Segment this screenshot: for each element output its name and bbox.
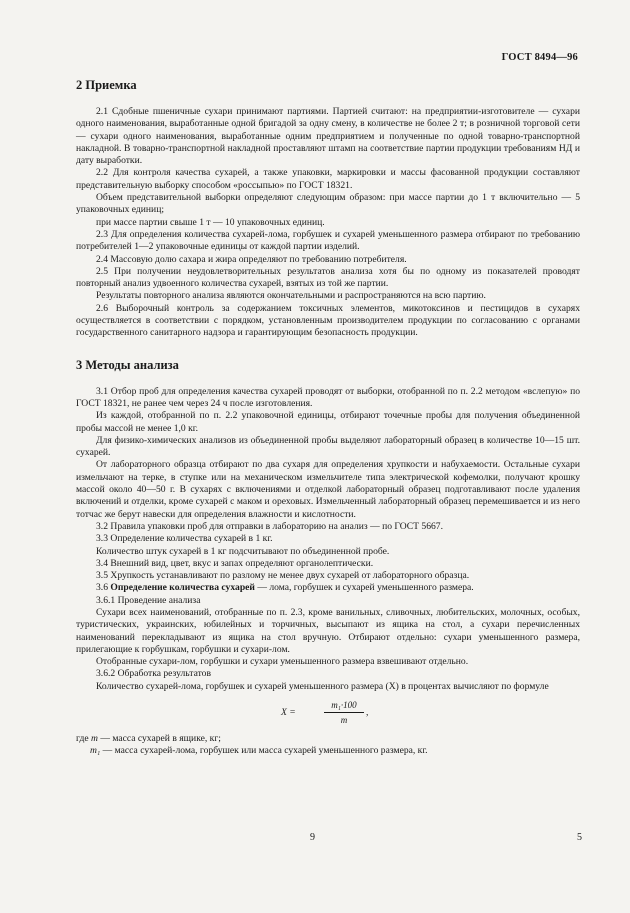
- paragraph-2-4: 2.4 Массовую долю сахара и жира определяют по требованию потребителя.: [96, 253, 407, 265]
- paragraph-3-6-1-text-2: Отобранные сухари-лом, горбушки и сухари уменьшенного размера взвешивают отдельно.: [96, 656, 469, 668]
- paragraph-3-6-1: 3.6.1 Проведение анализа: [96, 594, 201, 606]
- paragraph-3-4: 3.4 Внешний вид, цвет, вкус и запах определяют органолептически.: [96, 557, 374, 569]
- paragraph-2-2-volume-2: при массе партии свыше 1 т — 10 упаковочных единиц.: [96, 216, 325, 228]
- paragraph-3-1-prep: От лабораторного образца отбирают по два сухаря для определения хрупкости и набухаемости. Остальные сухари измельчают на терке, в ступке или на механическом измельчителе типа электрической кофемолки, получают крошку массой около 40—50 г. В сухарях с включениями и отделкой лабораторный образец подготавливают после удаления включений и отделки, кроме сухарей с маком и ореховых. Измельченный лабораторный образец перемешивается и из него тотчас же берут навески для определения влажности и кислотности.: [76, 459, 580, 520]
- formula-lhs: X =: [281, 707, 296, 719]
- paragraph-2-1: 2.1 Сдобные пшеничные сухари принимают партиями. Партией считают: на предприятии-изготовителе — сухари одного наименования, выработанные одной бригадой за одну смену, в количестве не более 2 т; в розничной торговой сети — сухари одного наименования, выработанные одним предприятием и полученные по одной товарно-транспортной накладной. В товарно-транспортной накладной проставляют штамп на соответствие партии продукции требованиям НД и дату выработки.: [76, 106, 580, 167]
- paragraph-3-6: [76, 582, 580, 594]
- paragraph-3-6-rest: — лома, горбушек и сухарей уменьшенного размера.: [254, 582, 474, 594]
- paragraph-2-2: 2.2 Для контроля качества сухарей, а также упаковки, маркировки и массы фасованной продукции составляют представительную выборку способом «россыпью» по ГОСТ 18321.: [76, 167, 580, 191]
- formula-trail: ,: [366, 707, 369, 719]
- page-number-right: 5: [577, 832, 582, 843]
- paragraph-2-5-results: Результаты повторного анализа являются окончательными и распространяются на всю партию.: [96, 290, 486, 302]
- paragraph-3-6-1-text: Сухари всех наименований, отобранные по п. 2.3, кроме ванильных, сливочных, любительских, молочных, особых, туристических, украинских, юбилейных и торчичных, высыпают из ящика на стол, а сухари перечисленных наименований перекладывают из ящика на стол вручную. Отбирают отдельно: сухари уменьшенного размера, прилегающие к горбушкам, горбушки и сухари-лом.: [76, 606, 580, 655]
- page-number-center: 9: [310, 832, 315, 843]
- paragraph-3-5: 3.5 Хрупкость устанавливают по разлому не менее двух сухарей от лабораторного образца.: [96, 570, 470, 582]
- paragraph-3-6-2-text: Количество сухарей-лома, горбушек и сухарей уменьшенного размера (X) в процентах вычисляют по формуле: [96, 680, 549, 692]
- paragraph-3-3: 3.3 Определение количества сухарей в 1 кг.: [96, 533, 273, 545]
- where-prefix: где: [76, 733, 91, 745]
- formula-where-1: [76, 733, 580, 745]
- paragraph-2-2-volume: Объем представительной выборки определяют следующим образом: при массе партии до 1 т включительно — 5 упаковочных единиц;: [76, 192, 580, 216]
- paragraph-3-6-bold: Определение количества сухарей: [110, 582, 255, 594]
- paragraph-2-3: 2.3 Для определения количества сухарей-лома, горбушек и сухарей уменьшенного размера отбирают по требованию потребителей 1—2 упаковочные единицы от каждой партии изделий.: [76, 228, 580, 253]
- paragraph-2-6: 2.6 Выборочный контроль за содержанием токсичных элементов, микотоксинов и пестицидов в сухарях осуществляется в соответствии с порядком, установленным производителем продукции по согласованию с органами государственного санитарного надзора и гарантирующим безопасность продукции.: [76, 302, 580, 339]
- formula-fraction: [324, 699, 364, 727]
- formula-denominator: m: [340, 715, 348, 726]
- section-3-title: 3 Методы анализа: [76, 357, 179, 372]
- where-symbol-m: m: [91, 733, 98, 745]
- paragraph-3-1-lab: Для физико-химических анализов из объединенной пробы выделяют лабораторный образец в количестве 10—15 шт. сухарей.: [76, 434, 580, 459]
- document-body: [76, 78, 580, 758]
- paragraph-3-3-count: Количество штук сухарей в 1 кг подсчитывают по объединенной пробе.: [96, 545, 390, 557]
- where-symbol-m1: m₁: [90, 745, 101, 757]
- paragraph-3-6-prefix: 3.6: [96, 582, 111, 594]
- formula-where-2: [76, 745, 580, 757]
- paragraph-3-1: 3.1 Отбор проб для определения качества сухарей проводят от выборки, отобранной по п. 2.2 методом «вслепую» по ГОСТ 18321, не ранее чем через 24 ч после изготовления.: [76, 385, 580, 409]
- where-text-1: — масса сухарей в ящике, кг;: [97, 733, 221, 745]
- where-text-2: — масса сухарей-лома, горбушек или масса сухарей уменьшенного размера, кг.: [100, 745, 428, 757]
- formula-numerator: m₁·100: [324, 699, 364, 713]
- formula: [76, 699, 580, 725]
- paragraph-3-2: 3.2 Правила упаковки проб для отправки в лабораторию на анализ — по ГОСТ 5667.: [96, 520, 443, 532]
- paragraph-3-1-sample: Из каждой, отобранной по п. 2.2 упаковочной единицы, отбирают точечные пробы для получения объединенной пробы массой не менее 1,0 кг.: [76, 410, 580, 434]
- paragraph-3-6-2: 3.6.2 Обработка результатов: [96, 668, 212, 680]
- document-header: ГОСТ 8494—96: [501, 52, 578, 63]
- paragraph-2-5: 2.5 При получении неудовлетворительных результатов анализа хотя бы по одному из показателей проводят повторный анализ удвоенного количества сухарей, взятых из той же партии.: [76, 265, 580, 290]
- section-2-title: 2 Приемка: [76, 78, 137, 92]
